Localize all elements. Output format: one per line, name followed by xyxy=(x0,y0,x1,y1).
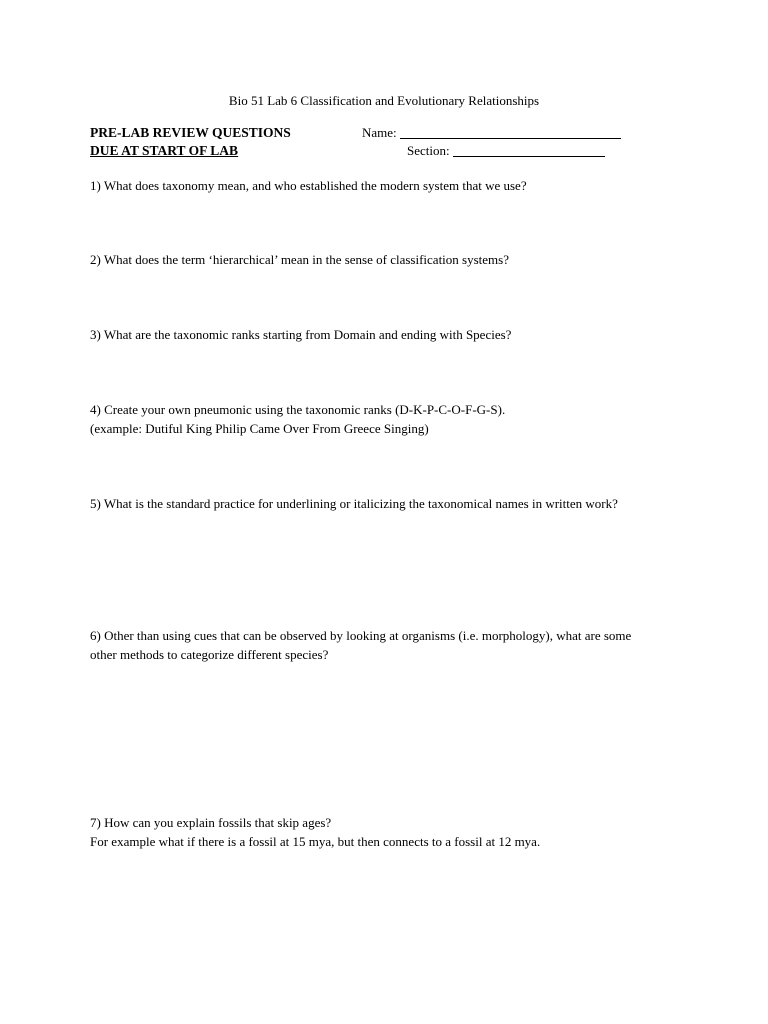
section-label: Section: xyxy=(407,143,450,158)
question-text: 7) How can you explain fossils that skip ages? xyxy=(90,815,332,830)
prelab-heading: PRE-LAB REVIEW QUESTIONS xyxy=(90,125,291,140)
question-3 xyxy=(90,325,511,344)
question-2 xyxy=(90,250,509,269)
document-title: Bio 51 Lab 6 Classification and Evolutionary Relationships xyxy=(228,93,540,108)
question-example: For example what if there is a fossil at 15 mya, but then connects to a fossil at 12 mya. xyxy=(90,834,541,849)
question-text: 1) What does taxonomy mean, and who established the modern system that we use? xyxy=(90,178,527,193)
question-example: (example: Dutiful King Philip Came Over From Greece Singing) xyxy=(90,421,429,436)
name-field[interactable] xyxy=(362,125,621,141)
question-text-continued: other methods to categorize different species? xyxy=(90,647,329,662)
name-blank-line[interactable] xyxy=(400,126,621,139)
question-4 xyxy=(90,400,505,438)
section-field[interactable] xyxy=(407,143,605,159)
question-text: 5) What is the standard practice for underlining or italicizing the taxonomical names in written work? xyxy=(90,496,618,511)
section-blank-line[interactable] xyxy=(453,144,605,157)
question-text: 6) Other than using cues that can be observed by looking at organisms (i.e. morphology), what are some xyxy=(90,628,632,643)
question-6 xyxy=(90,626,631,664)
question-1 xyxy=(90,176,527,195)
name-label: Name: xyxy=(362,125,397,140)
question-text: 3) What are the taxonomic ranks starting from Domain and ending with Species? xyxy=(90,327,512,342)
question-text: 2) What does the term ‘hierarchical’ mean in the sense of classification systems? xyxy=(90,252,509,267)
due-heading: DUE AT START OF LAB xyxy=(90,143,239,158)
question-7 xyxy=(90,813,540,851)
question-text: 4) Create your own pneumonic using the taxonomic ranks (D-K-P-C-O-F-G-S). xyxy=(90,402,506,417)
question-5 xyxy=(90,494,618,513)
